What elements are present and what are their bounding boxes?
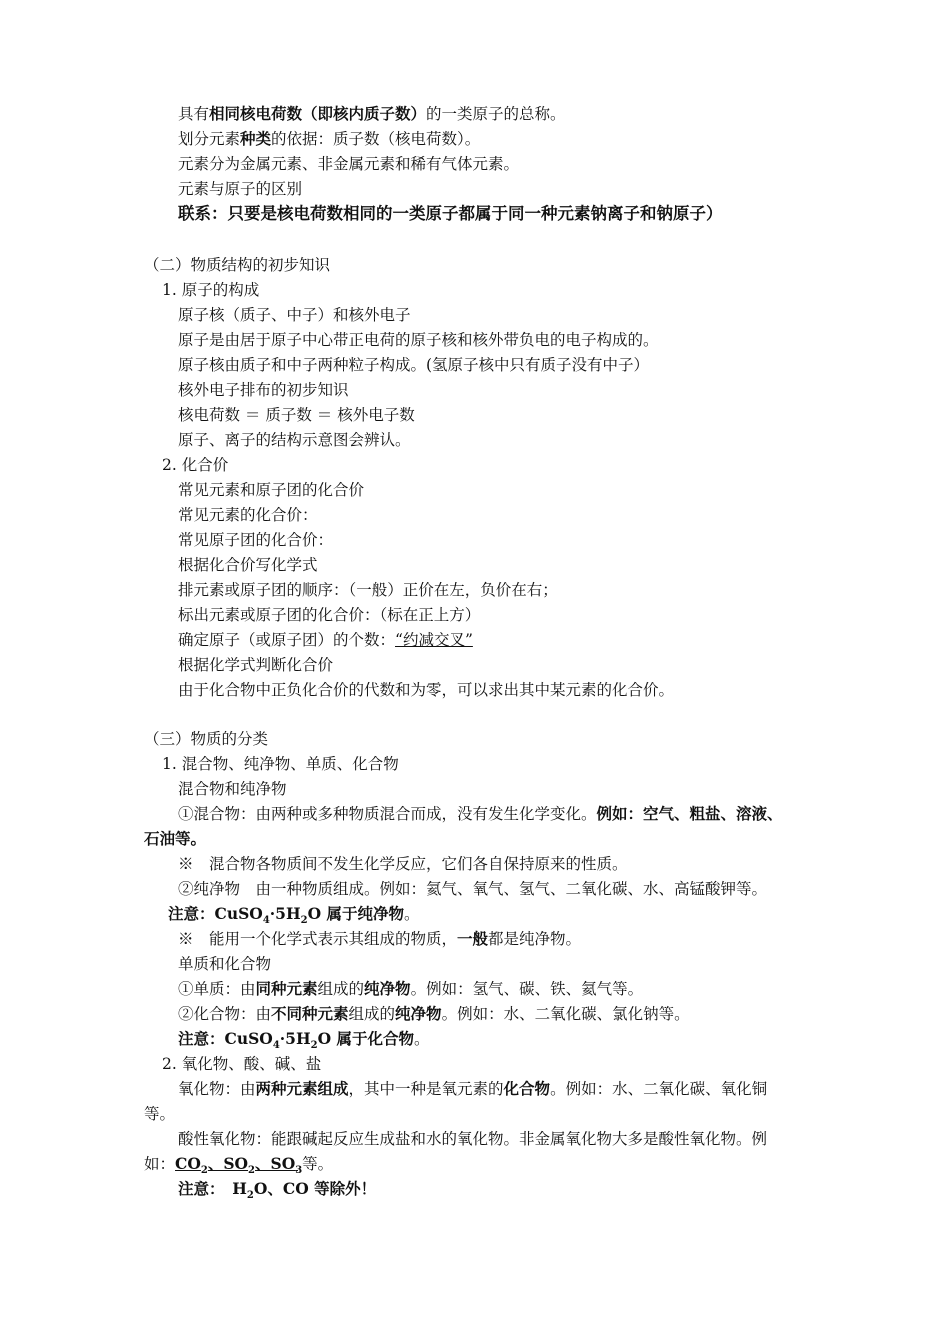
bold-text: 相同核电荷数（即核内质子数） bbox=[209, 104, 427, 123]
text: 组成的 bbox=[348, 1005, 396, 1023]
text-line: 标出元素或原子团的化合价：（标在正上方） bbox=[178, 606, 481, 624]
text: 。例如：水、二氧化碳、氯化钠等。 bbox=[441, 1005, 690, 1023]
section-heading-2: （二）物质结构的初步知识 bbox=[144, 256, 331, 274]
text-line: 原子、离子的结构示意图会辨认。 bbox=[178, 431, 411, 449]
subheading-valence: 2. 化合价 bbox=[162, 456, 229, 474]
bold-text: 注意： H bbox=[178, 1179, 247, 1198]
element-atom-diff-line: 元素与原子的区别 bbox=[178, 180, 303, 198]
bold-text: 不同种元素 bbox=[271, 1004, 349, 1023]
text-line bbox=[178, 929, 581, 949]
bold-text: O 属于纯净物 bbox=[307, 904, 404, 923]
bold-text: 化合物 bbox=[503, 1079, 551, 1098]
text: 的一类原子的总称。 bbox=[426, 105, 566, 123]
text-line: ②纯净物 由一种物质组成。例如：氦气、氧气、氢气、二氧化碳、水、高锰酸钾等。 bbox=[178, 880, 768, 898]
element-type-basis-line bbox=[178, 129, 480, 149]
bold-text: O、CO 等除外！ bbox=[253, 1179, 377, 1198]
text-line: 常见原子团的化合价： bbox=[178, 531, 334, 549]
subscript: 2 bbox=[200, 1165, 208, 1176]
bold-text: ·5H bbox=[279, 1029, 311, 1048]
text-line bbox=[178, 1004, 690, 1024]
definition-line bbox=[178, 104, 566, 124]
text-line: 核外电子排布的初步知识 bbox=[178, 381, 349, 399]
formula-text: CO bbox=[175, 1154, 201, 1173]
text: ①单质：由 bbox=[178, 980, 256, 998]
text-line: ※ 混合物各物质间不发生化学反应，它们各自保持原来的性质。 bbox=[178, 855, 628, 873]
formula-text: 、SO bbox=[255, 1154, 296, 1173]
text: 都是纯净物。 bbox=[488, 930, 582, 948]
note-line bbox=[168, 904, 420, 924]
subscript: 4 bbox=[262, 915, 270, 926]
bold-text: 纯净物 bbox=[364, 979, 411, 998]
text: 等。 bbox=[302, 1155, 334, 1173]
text: 具有 bbox=[178, 105, 210, 123]
text: 。 bbox=[413, 1030, 430, 1048]
text-line: 原子核（质子、中子）和核外电子 bbox=[178, 306, 411, 324]
subheading-oxides-acids: 2. 氧化物、酸、碱、盐 bbox=[162, 1055, 322, 1073]
note-line bbox=[178, 1179, 376, 1199]
text: 。例如：氢气、碳、铁、氦气等。 bbox=[410, 980, 644, 998]
text: 氧化物：由 bbox=[178, 1080, 256, 1098]
subheading-atom-structure: 1. 原子的构成 bbox=[162, 281, 260, 299]
text: ，其中一种是氧元素的 bbox=[348, 1080, 504, 1098]
text: 。例如：水、二氧化碳、氧化铜 bbox=[550, 1080, 768, 1098]
text: ※ 能用一个化学式表示其组成的物质， bbox=[178, 930, 458, 948]
text-line: 混合物和纯净物 bbox=[178, 780, 287, 798]
text-line bbox=[178, 630, 473, 650]
subheading-classification: 1. 混合物、纯净物、单质、化合物 bbox=[162, 755, 399, 773]
text: 如： bbox=[144, 1155, 176, 1173]
text-line: 根据化合价写化学式 bbox=[178, 556, 318, 574]
text-line: 常见元素和原子团的化合价 bbox=[178, 481, 365, 499]
bold-text: ·5H bbox=[269, 904, 301, 923]
text: ②化合物：由 bbox=[178, 1005, 272, 1023]
subscript: 3 bbox=[295, 1165, 303, 1176]
bold-text: 注意：CuSO bbox=[178, 1029, 273, 1048]
text: 组成的 bbox=[317, 980, 365, 998]
subscript: 2 bbox=[248, 1165, 255, 1176]
element-classes-line: 元素分为金属元素、非金属元素和稀有气体元素。 bbox=[178, 155, 520, 173]
subscript: 2 bbox=[246, 1190, 254, 1201]
subscript: 2 bbox=[310, 1040, 318, 1051]
underlined-text: “约减交叉” bbox=[395, 631, 473, 649]
bold-text: 注意：CuSO bbox=[168, 904, 263, 923]
text-line: 等。 bbox=[144, 1105, 176, 1123]
formula-list bbox=[175, 1154, 303, 1176]
text-line: 排元素或原子团的顺序：（一般）正价在左，负价在右； bbox=[178, 581, 558, 599]
text-line bbox=[178, 979, 643, 999]
text: 划分元素 bbox=[178, 130, 241, 148]
relation-line: 联系：只要是核电荷数相同的一类原子都属于同一种元素钠离子和钠原子） bbox=[178, 204, 723, 223]
bold-text: 例如：空气、粗盐、溶液、 bbox=[596, 804, 783, 823]
note-line bbox=[178, 1029, 430, 1049]
text-line: 酸性氧化物：能跟碱起反应生成盐和水的氧化物。非金属氧化物大多是酸性氧化物。例 bbox=[178, 1130, 768, 1148]
text-line: 常见元素的化合价： bbox=[178, 506, 318, 524]
bold-text: 种类 bbox=[240, 129, 272, 148]
text-line: 核电荷数 ＝ 质子数 ＝ 核外电子数 bbox=[178, 406, 415, 424]
text: 。 bbox=[403, 905, 420, 923]
text: 的依据：质子数（核电荷数）。 bbox=[271, 130, 481, 148]
bold-text: 纯净物 bbox=[395, 1004, 442, 1023]
text-line: 原子是由居于原子中心带正电荷的原子核和核外带负电的电子构成的。 bbox=[178, 331, 659, 349]
text: 确定原子（或原子团）的个数： bbox=[178, 631, 396, 649]
text-line: 原子核由质子和中子两种粒子构成。(氢原子核中只有质子没有中子） bbox=[178, 356, 650, 374]
text: ①混合物：由两种或多种物质混合而成，没有发生化学变化。 bbox=[178, 805, 597, 823]
text-line: 单质和化合物 bbox=[178, 955, 272, 973]
text-line: 由于化合物中正负化合价的代数和为零，可以求出其中某元素的化合价。 bbox=[178, 681, 675, 699]
bold-text: 一般 bbox=[457, 929, 489, 948]
text-line bbox=[178, 804, 783, 824]
subscript: 4 bbox=[272, 1040, 280, 1051]
text-line: 根据化学式判断化合价 bbox=[178, 656, 334, 674]
text-line bbox=[144, 1154, 333, 1174]
text-line: 石油等。 bbox=[144, 829, 207, 848]
text-line bbox=[178, 1079, 767, 1099]
bold-text: 两种元素组成 bbox=[255, 1079, 349, 1098]
formula-text: 、SO bbox=[207, 1154, 249, 1173]
bold-text: 同种元素 bbox=[255, 979, 318, 998]
section-heading-3: （三）物质的分类 bbox=[144, 730, 269, 748]
bold-text: O 属于化合物 bbox=[317, 1029, 414, 1048]
subscript: 2 bbox=[300, 915, 308, 926]
